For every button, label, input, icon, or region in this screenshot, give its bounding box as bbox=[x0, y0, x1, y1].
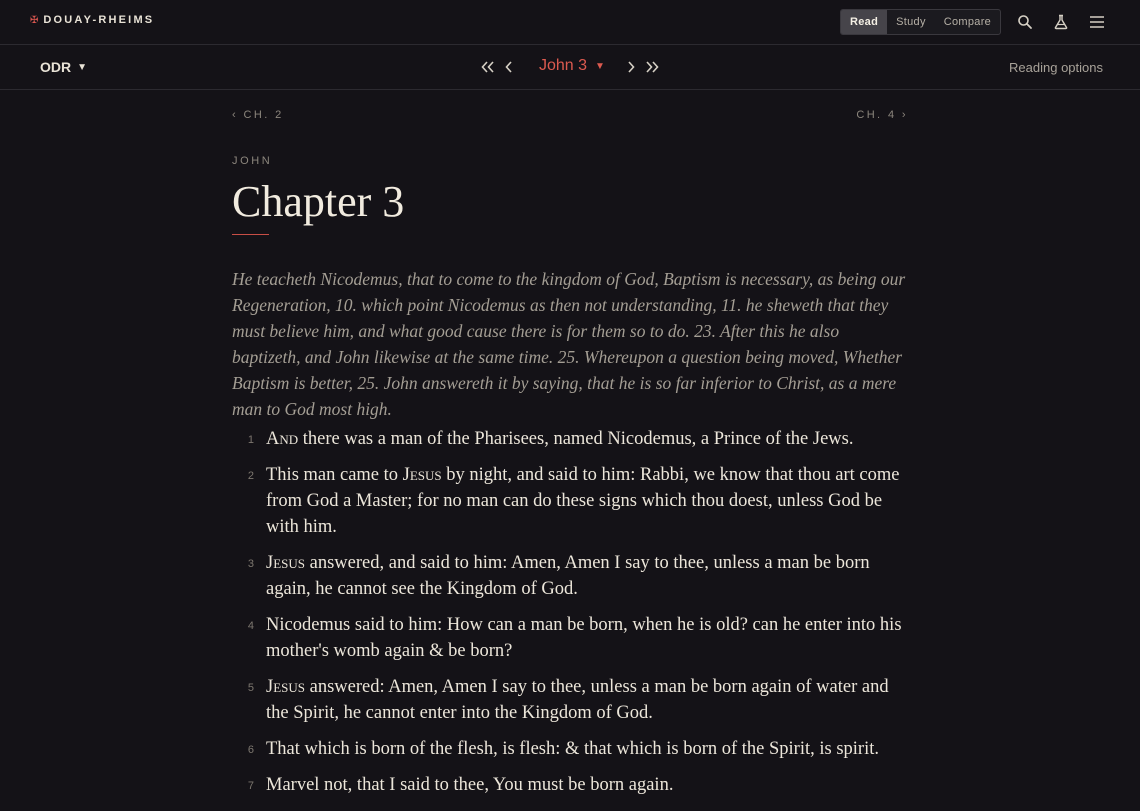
next-chapter-arrow[interactable] bbox=[622, 57, 640, 77]
last-book-button[interactable] bbox=[643, 57, 661, 77]
verse-5[interactable] bbox=[232, 674, 910, 726]
verse-list bbox=[232, 426, 910, 808]
prev-chapter-link[interactable]: ‹ CH. 2 bbox=[232, 109, 284, 121]
verse-number: 6 bbox=[247, 744, 254, 756]
caret-down-icon: ▼ bbox=[77, 61, 88, 73]
verse-text: answered: Amen, Amen I say to thee, unless a man be born again of water and the Spirit, he cannot enter into the Kingdom of God. bbox=[266, 677, 889, 723]
translation-select[interactable] bbox=[40, 59, 87, 75]
verse-text: Nicodemus said to him: How can a man be born, when he is old? can he enter into his mother's womb again & be born? bbox=[266, 615, 902, 661]
verse-text: there was a man of the Pharisees, named Nicodemus, a Prince of the Jews. bbox=[298, 429, 854, 449]
verse-smallcaps: Jesus bbox=[402, 465, 442, 485]
verse-3[interactable] bbox=[232, 550, 910, 602]
cross-icon: ✠ bbox=[30, 14, 39, 26]
top-bar bbox=[0, 0, 1140, 45]
next-chapter-link[interactable]: CH. 4 › bbox=[856, 109, 908, 121]
chapter-select-label: John 3 bbox=[539, 57, 588, 74]
search-icon[interactable] bbox=[1015, 12, 1035, 32]
first-book-button[interactable] bbox=[479, 57, 497, 77]
verse-smallcaps: Jesus bbox=[266, 553, 305, 573]
verse-2[interactable] bbox=[232, 462, 910, 540]
verse-number: 7 bbox=[247, 780, 254, 792]
verse-text-pre: This man came to bbox=[266, 465, 403, 485]
mode-compare-button[interactable]: Compare bbox=[943, 16, 992, 28]
verse-number: 5 bbox=[247, 682, 254, 694]
reading-options-button[interactable]: Reading options bbox=[1009, 60, 1103, 75]
flask-icon[interactable] bbox=[1051, 12, 1071, 32]
menu-icon[interactable] bbox=[1087, 12, 1107, 32]
verse-text: by night, and said to him: Rabbi, we know that thou art come from God a Master; for no man can do these signs which thou doest, unless God be with him. bbox=[266, 465, 900, 537]
chapter-select[interactable] bbox=[539, 57, 605, 75]
prev-chapter-arrow[interactable] bbox=[500, 57, 518, 77]
title-divider bbox=[232, 234, 269, 235]
chapter-title: Chapter 3 bbox=[232, 177, 405, 226]
verse-number: 3 bbox=[247, 558, 254, 570]
mode-read-button[interactable]: Read bbox=[841, 10, 887, 34]
verse-7[interactable] bbox=[232, 772, 910, 798]
verse-smallcaps: And bbox=[266, 429, 299, 449]
verse-number: 1 bbox=[247, 434, 254, 446]
verse-4[interactable] bbox=[232, 612, 910, 664]
book-name: JOHN bbox=[232, 155, 273, 167]
brand-name: DOUAY-RHEIMS bbox=[43, 14, 155, 26]
verse-text: Marvel not, that I said to thee, You must be born again. bbox=[266, 775, 674, 795]
chapter-summary: He teacheth Nicodemus, that to come to the kingdom of God, Baptism is necessary, as being our Regeneration, 10. which point Nicodemus as then not understanding, 11. he sheweth that they must believe him, and what good cause there is for them so to do. 23. After this he also baptizeth, and John likewise at the same time. 25. Whereupon a question being moved, Whether Baptism is better, 25. John answereth it by saying, that he is so far inferior to Christ, as a mere man to God most high. bbox=[232, 269, 906, 419]
caret-down-icon: ▼ bbox=[595, 60, 605, 72]
mode-switcher bbox=[840, 9, 1001, 35]
brand-logo[interactable] bbox=[30, 14, 154, 26]
verse-6[interactable] bbox=[232, 736, 910, 762]
verse-smallcaps: Jesus bbox=[266, 677, 305, 697]
translation-label: ODR bbox=[40, 59, 72, 75]
verse-number: 4 bbox=[247, 620, 254, 632]
verse-number: 2 bbox=[247, 470, 254, 482]
mode-study-button[interactable]: Study bbox=[896, 16, 926, 28]
verse-text: answered, and said to him: Amen, Amen I say to thee, unless a man be born again, he cannot see the Kingdom of God. bbox=[266, 553, 870, 599]
chapter-nav-bar bbox=[0, 45, 1140, 90]
verse-text: That which is born of the flesh, is flesh: & that which is born of the Spirit, is spirit. bbox=[266, 739, 879, 759]
verse-1[interactable] bbox=[232, 426, 910, 452]
